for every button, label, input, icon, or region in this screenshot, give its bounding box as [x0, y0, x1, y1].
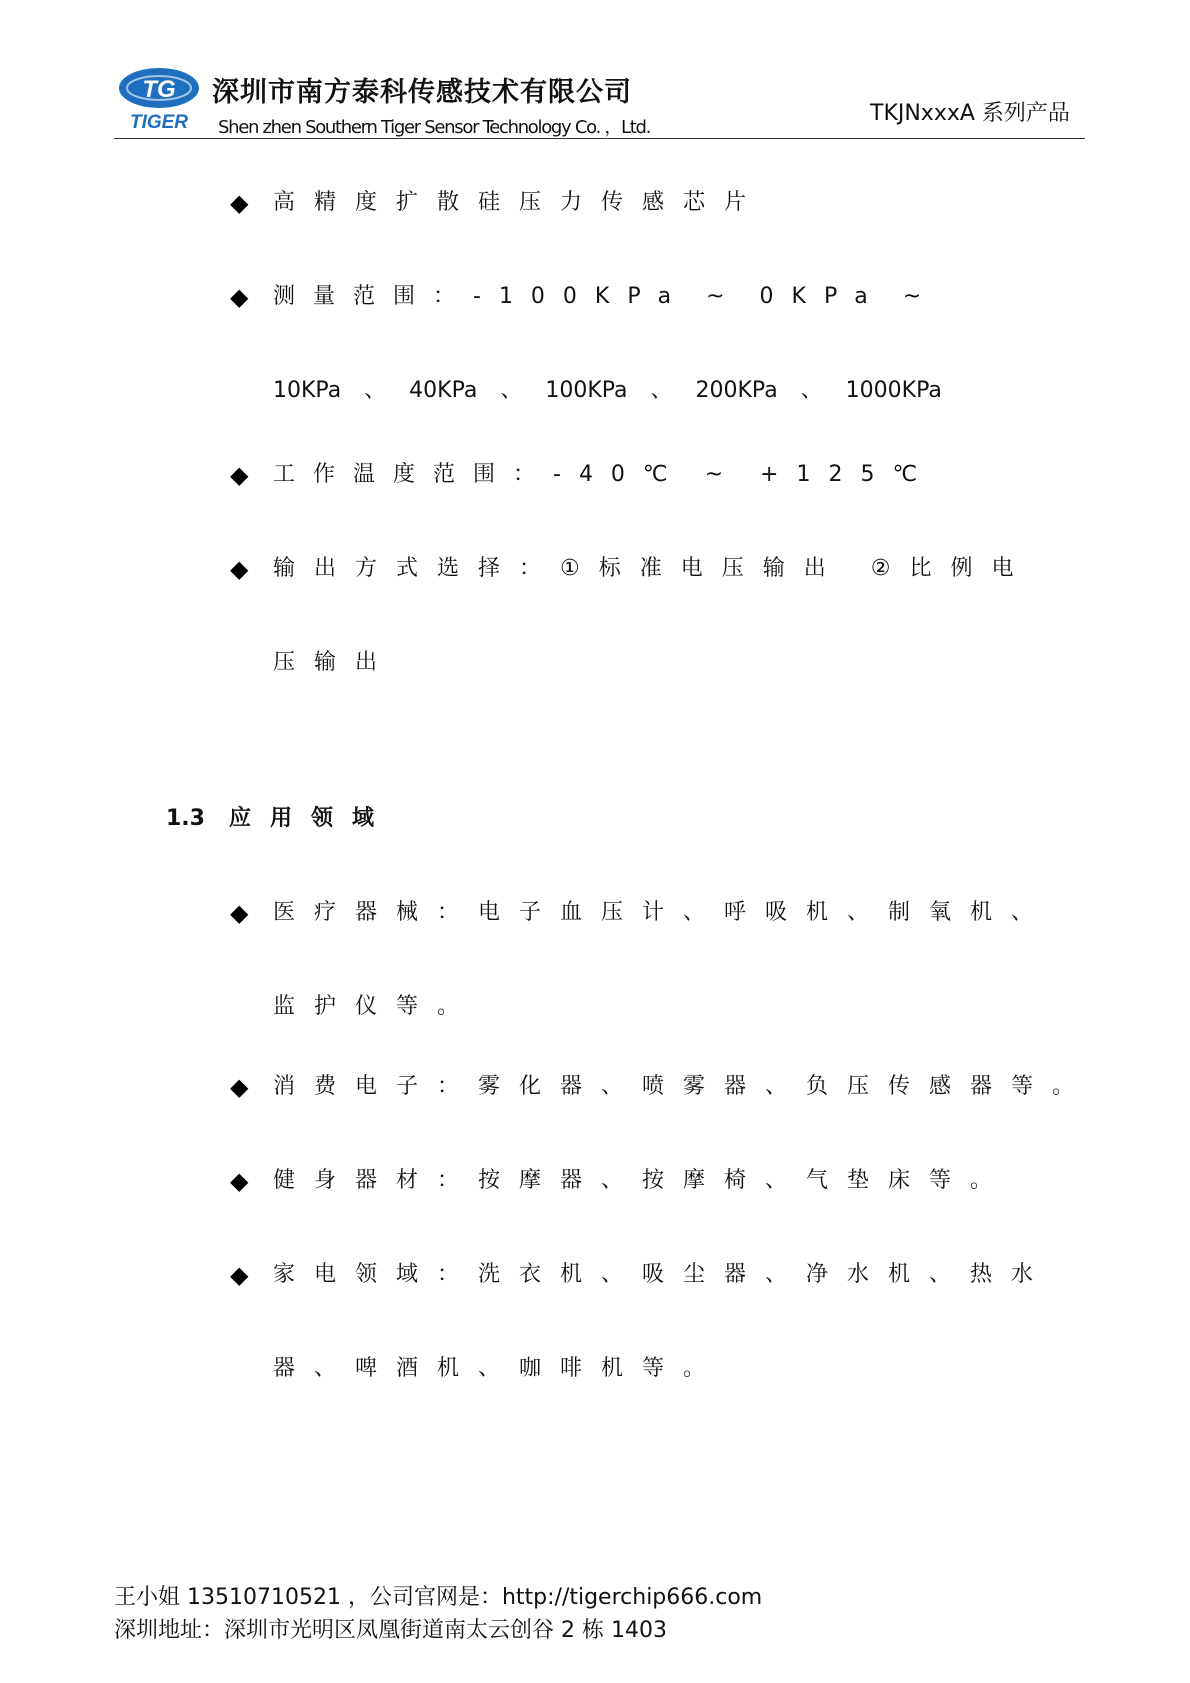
bullet-diamond-icon: ◆ [230, 555, 249, 583]
feature-range-cont: 10KPa 、 40KPa 、 100KPa 、 200KPa 、 1000KPa [273, 378, 942, 403]
application-medical: 医疗器械：电子血压计、呼吸机、制氧机、 [273, 900, 1053, 925]
application-consumer: 消费电子：雾化器、喷雾器、负压传感器等。 [273, 1074, 1094, 1099]
bullet-diamond-icon: ◆ [230, 189, 249, 217]
footer-contact: 王小姐 13510710521 ，公司官网是：http://tigerchip666.com [114, 1585, 763, 1610]
feature-temp: 工作温度范围：-40℃ ~ +125℃ [273, 462, 936, 487]
bullet-diamond-icon: ◆ [230, 1167, 249, 1195]
product-series: TKJNxxxA 系列产品 [870, 101, 1070, 126]
application-medical-cont: 监护仪等。 [273, 994, 479, 1019]
bullet-diamond-icon: ◆ [230, 1261, 249, 1289]
bullet-diamond-icon: ◆ [230, 899, 249, 927]
feature-output-cont: 压输出 [273, 650, 397, 675]
header-divider [114, 138, 1085, 139]
application-appliance: 家电领域：洗衣机、吸尘器、净水机、热水 [273, 1262, 1053, 1287]
section-title: 应用领域 [229, 806, 394, 831]
application-appliance-cont: 器、啤酒机、咖啡机等。 [273, 1356, 725, 1381]
feature-range: 测量范围：-100KPa ~ 0KPa ~ [273, 284, 940, 309]
feature-output: 输出方式选择：①标准电压输出 ②比例电 [273, 556, 1033, 581]
bullet-diamond-icon: ◆ [230, 1073, 249, 1101]
footer-address: 深圳地址：深圳市光明区凤凰街道南太云创谷 2 栋 1403 [114, 1618, 667, 1643]
logo-mark-text: TG [142, 76, 176, 103]
section-number: 1.3 [166, 806, 205, 831]
bullet-diamond-icon: ◆ [230, 283, 249, 311]
company-logo [117, 66, 201, 132]
company-name-en: Shen zhen Southern Tiger Sensor Technology Co. ，Ltd. [218, 117, 651, 138]
feature-chip: 高精度扩散硅压力传感芯片 [273, 190, 766, 215]
application-fitness: 健身器材：按摩器、按摩椅、气垫床等。 [273, 1168, 1012, 1193]
logo-word-text: TIGER [129, 112, 189, 132]
bullet-diamond-icon: ◆ [230, 461, 249, 489]
company-name-cn: 深圳市南方泰科传感技术有限公司 [212, 77, 632, 108]
